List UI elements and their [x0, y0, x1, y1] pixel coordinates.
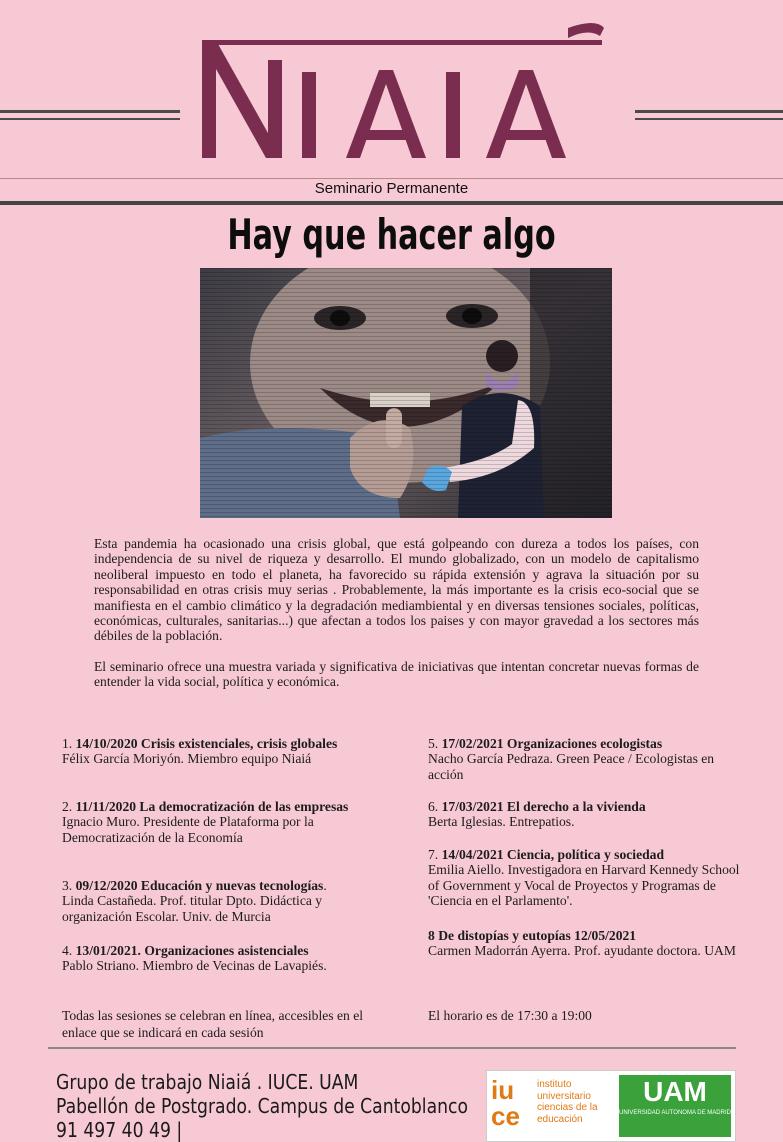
session-title: 11/11/2020 La democratización de las empresas [75, 799, 349, 814]
session-title: 13/01/2021. Organizaciones asistenciales [75, 943, 309, 958]
session-number: 6. [428, 799, 439, 814]
institution-logos [486, 1070, 736, 1142]
header-rule-left-top [0, 110, 180, 113]
footer-line-phone: 91 497 40 49 | [56, 1118, 183, 1142]
iuce-logo: iu ce [491, 1075, 520, 1131]
session-title: 17/02/2021 Organizaciones ecologistas [441, 736, 663, 751]
intro-paragraph-2: El seminario ofrece una muestra variada y significativa de iniciativas que intentan concretar nuevas formas de entender la vida social, política y económica. [94, 658, 699, 690]
session-speaker: Pablo Striano. Miembro de Vecinas de Lavapiés. [62, 958, 327, 974]
footer-divider [48, 1047, 736, 1049]
niaia-logo [196, 20, 616, 170]
sessions-online-note: Todas las sesiones se celebran en línea, accesibles en el enlace que se indicará en cada sesión [62, 1008, 364, 1040]
session-3 [62, 878, 372, 924]
session-title: 09/12/2020 Educación y nuevas tecnologías [75, 878, 324, 893]
subtitle-rule-top [0, 178, 783, 179]
footer-line-group: Grupo de trabajo Niaiá . IUCE. UAM [56, 1070, 359, 1094]
session-speaker: Nacho García Pedraza. Green Peace / Ecologistas en acción [428, 751, 715, 782]
uam-logo [619, 1075, 731, 1137]
uam-name: UNIVERSIDAD AUTONOMA DE MADRID [619, 1110, 731, 1116]
session-6 [428, 799, 746, 830]
session-1 [62, 736, 352, 767]
header-rule-left-bottom [0, 118, 180, 120]
session-number: 8 [428, 928, 435, 943]
footer-contact [56, 1070, 468, 1142]
session-speaker: Félix García Moriyón. Miembro equipo Niaiá [62, 751, 312, 767]
session-title-suffix: . [323, 878, 327, 893]
session-2 [62, 799, 352, 845]
page-title: Hay que hacer algo [227, 210, 556, 259]
iuce-name: instituto universitario ciencias de la educación [537, 1079, 598, 1125]
session-title: De distopías y eutopías 12/05/2021 [438, 928, 637, 943]
session-number: 7. [428, 847, 439, 862]
session-8 [428, 928, 746, 959]
uam-letters: UAM [643, 1076, 707, 1107]
session-number: 3. [62, 878, 73, 893]
session-4 [62, 943, 372, 974]
header-rule-right-bottom [635, 118, 783, 120]
schedule-note: El horario es de 17:30 a 19:00 [428, 1008, 592, 1023]
session-number: 2. [62, 799, 73, 814]
intro-text [94, 536, 699, 705]
session-title: 17/03/2021 El derecho a la vivienda [441, 799, 646, 814]
session-5 [428, 736, 746, 782]
session-speaker: Berta Iglesias. Entrepatios. [428, 814, 575, 830]
session-speaker: Ignacio Muro. Presidente de Plataforma por la Democratización de la Economía [62, 814, 314, 845]
session-speaker: Carmen Madorrán Ayerra. Prof. ayudante doctora. UAM [428, 943, 736, 959]
session-number: 5. [428, 736, 439, 751]
header-rule-right-top [635, 110, 783, 113]
session-title: 14/10/2020 Crisis existenciales, crisis globales [75, 736, 338, 751]
session-title: 14/04/2021 Ciencia, política y sociedad [441, 847, 665, 862]
photo-mural [200, 268, 612, 518]
session-number: 1. [62, 736, 73, 751]
session-speaker: Emilia Aiello. Investigadora en Harvard Kennedy School of Government y Vocal de Proyectos y Programas de 'Ciencia en el Parlamento'. [428, 862, 740, 909]
footer-line-address: Pabellón de Postgrado. Campus de Cantoblanco [56, 1094, 469, 1118]
session-number: 4. [62, 943, 73, 958]
subtitle-rule-bottom [0, 201, 783, 205]
session-7 [428, 847, 746, 909]
subtitle: Seminario Permanente [314, 180, 469, 197]
session-speaker: Linda Castañeda. Prof. titular Dpto. Didáctica y organización Escolar. Univ. de Murcia [62, 893, 323, 924]
intro-paragraph-1: Esta pandemia ha ocasionado una crisis global, que está golpeando con dureza a todos los países, con independencia de su nivel de riqueza y desarrollo. El mundo globalizado, con un modelo de capitalismo neoliberal impuesto en todo el planeta, ha favorecido su rápida extensión y agrava la situación por su responsabilidad en otras crisis muy serias . Probablemente, la más importante es la crisis eco-social que se manifiesta en el cambio climático y la degradación mediambiental y en diversas tensiones sociales, políticas, económicas, culturales, sanitarias...) que afectan a todos los paises y con mayor gravedad a los sectores más débiles de la población. [94, 536, 699, 644]
